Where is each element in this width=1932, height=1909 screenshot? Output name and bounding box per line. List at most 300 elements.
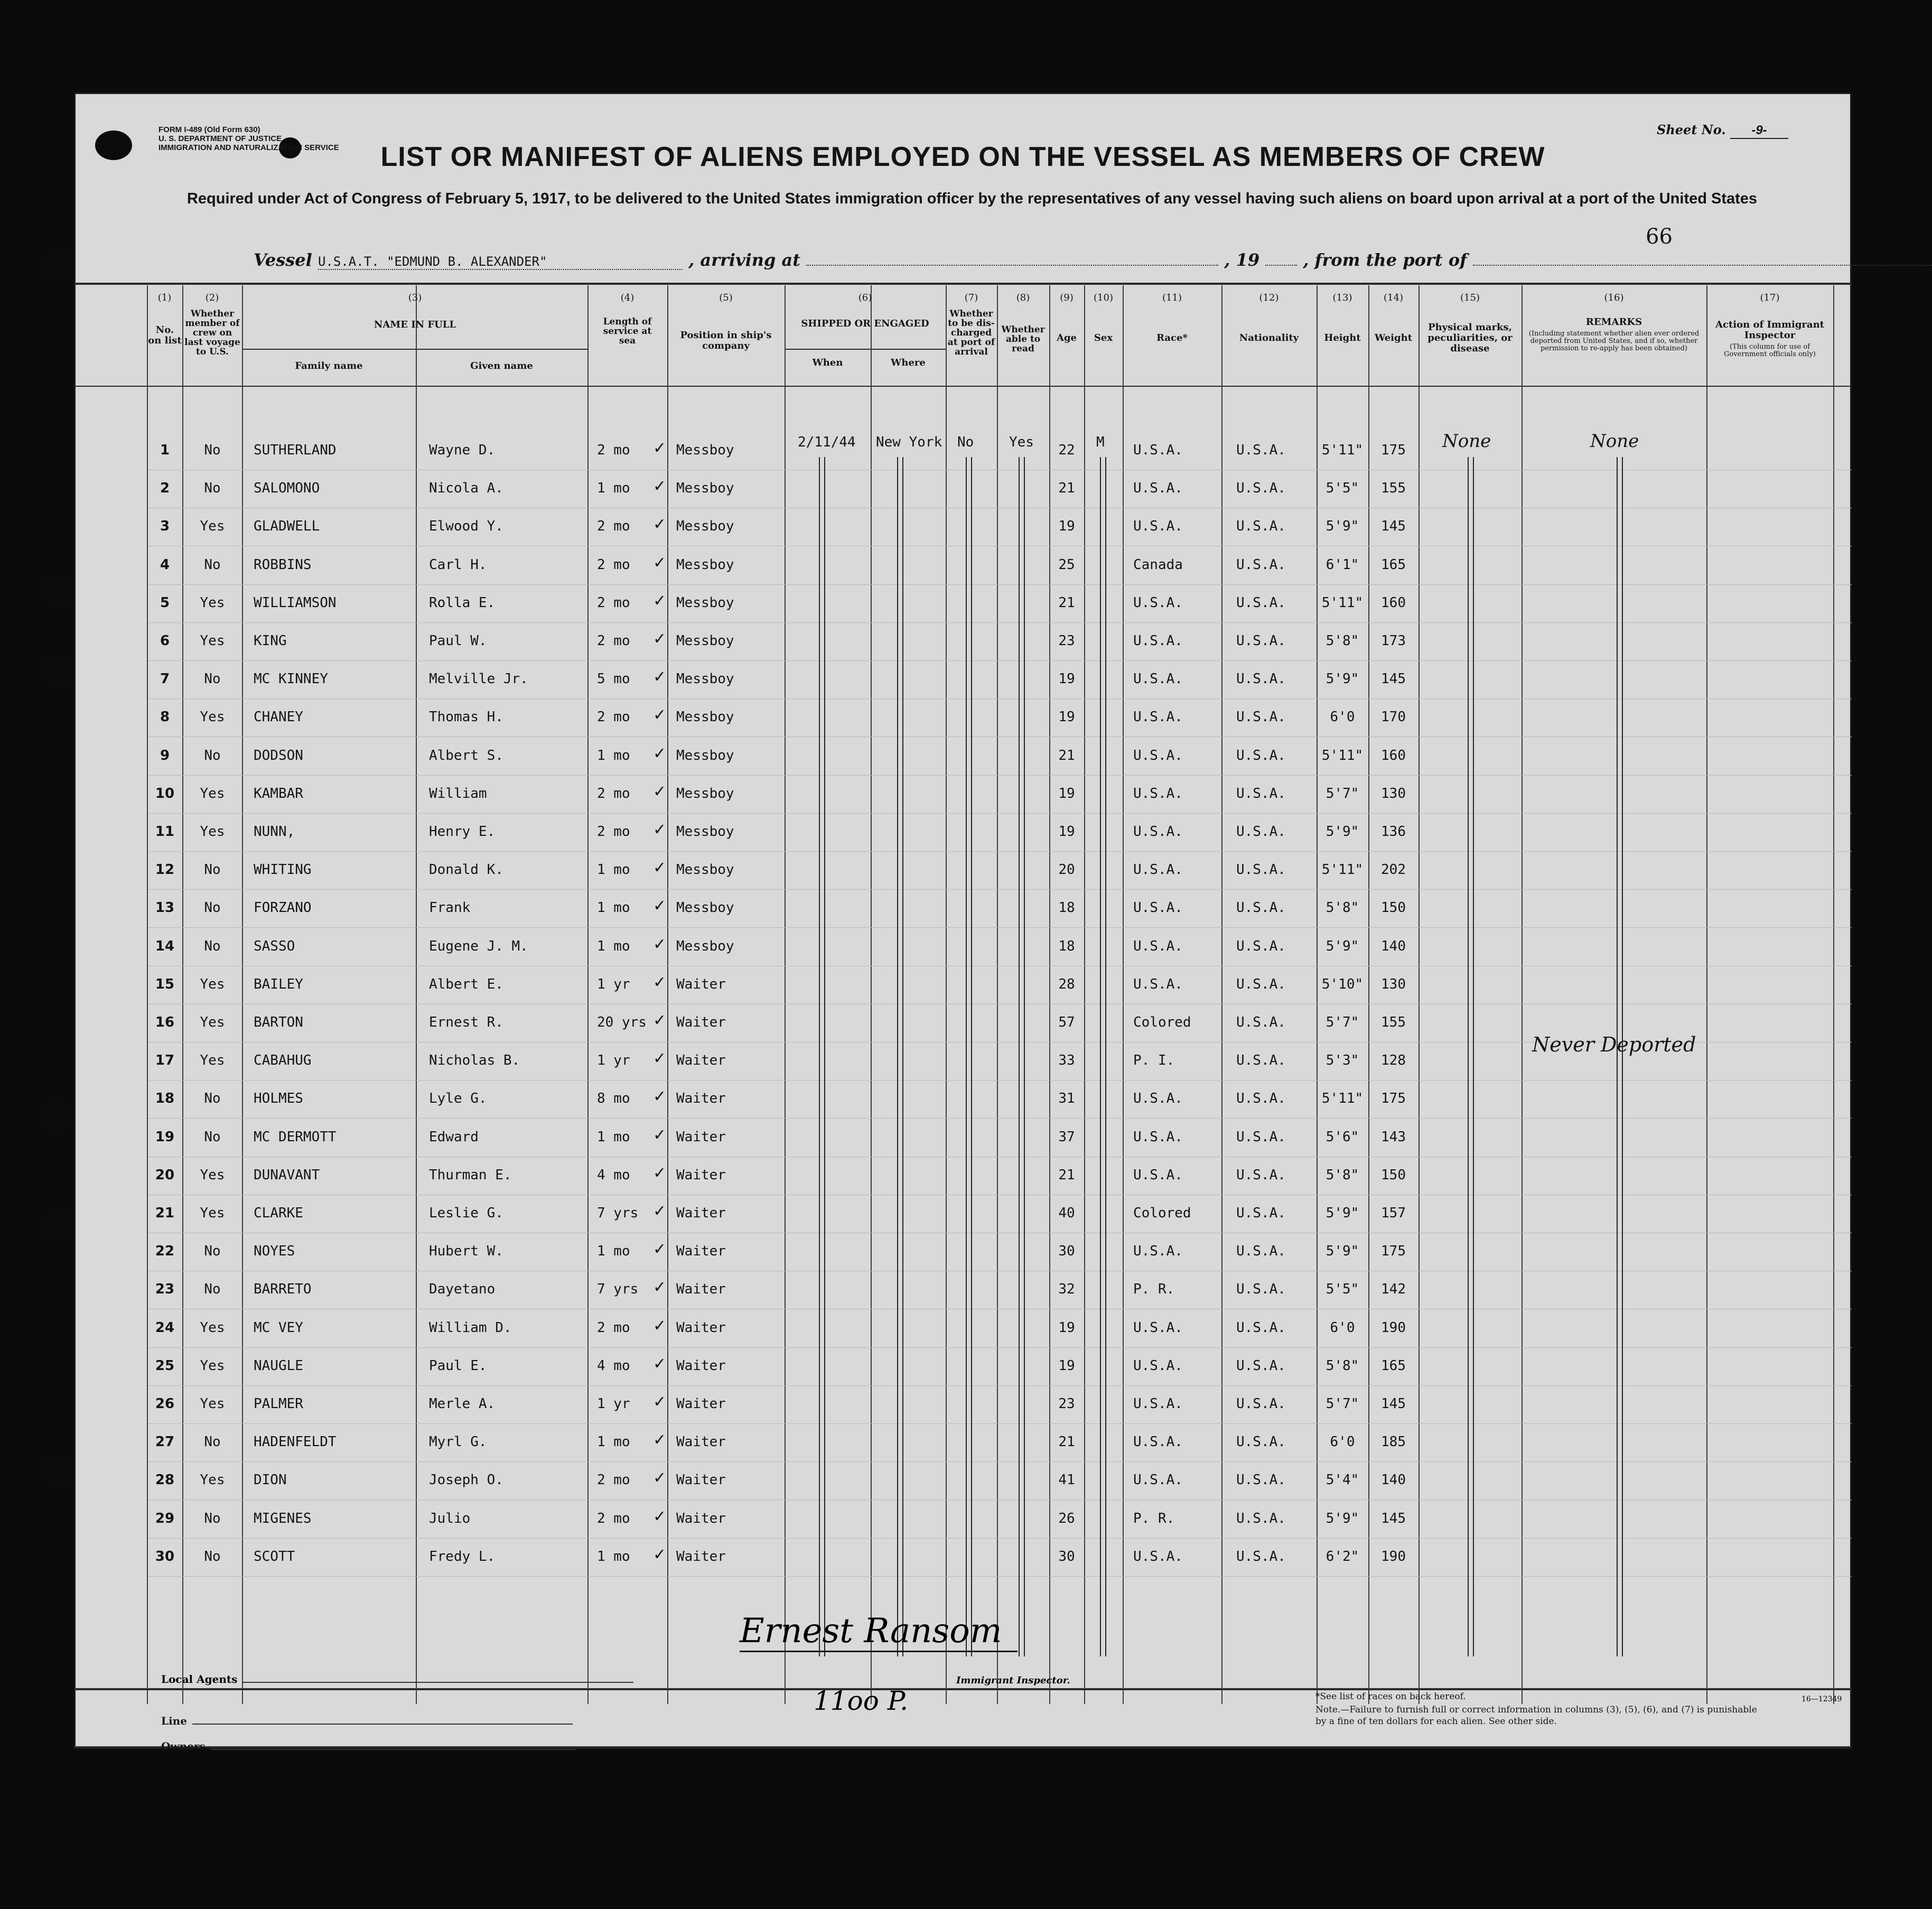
nationality-value: U.S.A. bbox=[1236, 633, 1286, 649]
nationality-value: U.S.A. bbox=[1236, 1434, 1286, 1450]
given-name: Nicola A. bbox=[429, 480, 503, 497]
service-length: 2 mo bbox=[597, 633, 630, 649]
header-position: Position in ship's company bbox=[680, 330, 772, 351]
header-height: Height bbox=[1324, 332, 1361, 343]
column-number: (17) bbox=[1760, 292, 1780, 303]
weight-value: 155 bbox=[1381, 1014, 1406, 1030]
last-voyage-value: Yes bbox=[200, 1053, 225, 1069]
family-name: KING bbox=[254, 633, 287, 649]
given-name: Paul E. bbox=[429, 1357, 487, 1374]
family-name: GLADWELL bbox=[254, 518, 320, 535]
race-value: U.S.A. bbox=[1133, 480, 1183, 497]
race-value: U.S.A. bbox=[1133, 1129, 1183, 1145]
service-length: 2 mo bbox=[597, 709, 630, 725]
row-number: 29 bbox=[155, 1510, 175, 1526]
age-value: 19 bbox=[1058, 785, 1075, 802]
service-length: 1 mo bbox=[597, 1548, 630, 1565]
race-value: U.S.A. bbox=[1133, 1472, 1183, 1488]
weight-value: 142 bbox=[1381, 1281, 1406, 1298]
family-name: DUNAVANT bbox=[254, 1167, 320, 1183]
header-given-name: Given name bbox=[470, 360, 533, 371]
header-where: Where bbox=[891, 357, 926, 368]
family-name: MC DERMOTT bbox=[254, 1129, 337, 1145]
family-name: MC VEY bbox=[254, 1319, 303, 1336]
nationality-value: U.S.A. bbox=[1236, 1167, 1286, 1183]
race-value: U.S.A. bbox=[1133, 976, 1183, 992]
binder-hole bbox=[44, 658, 71, 685]
given-name: Frank bbox=[429, 900, 471, 916]
penalty-note: Note.—Failure to furnish full or correct information in columns (3), (5), (6), and (7) is punishable by a fine of ten dollars for each alien. See other side. bbox=[1315, 1705, 1757, 1727]
checkmark-icon: ✓ bbox=[654, 1314, 665, 1336]
race-note: *See list of races on back hereof. bbox=[1315, 1691, 1466, 1702]
row-rule bbox=[148, 1347, 1852, 1348]
nationality-value: U.S.A. bbox=[1236, 747, 1286, 763]
age-value: 22 bbox=[1058, 442, 1075, 458]
height-value: 5'8" bbox=[1326, 900, 1359, 916]
position-value: Messboy bbox=[676, 785, 734, 802]
position-value: Waiter bbox=[676, 1357, 726, 1374]
last-voyage-value: No bbox=[204, 556, 221, 573]
column-number: (15) bbox=[1460, 292, 1480, 303]
discharged-value: No bbox=[957, 434, 974, 450]
service-length: 1 mo bbox=[597, 862, 630, 878]
service-length: 2 mo bbox=[597, 518, 630, 535]
vessel-name: U.S.A.T. "EDMUND B. ALEXANDER" bbox=[318, 254, 683, 270]
column-number: (9) bbox=[1060, 292, 1074, 303]
column-number: (16) bbox=[1604, 292, 1624, 303]
race-value: U.S.A. bbox=[1133, 938, 1183, 954]
row-number: 27 bbox=[155, 1434, 175, 1450]
age-value: 23 bbox=[1058, 633, 1075, 649]
height-value: 5'6" bbox=[1326, 1129, 1359, 1145]
position-value: Waiter bbox=[676, 1510, 726, 1526]
given-name: Melville Jr. bbox=[429, 671, 528, 687]
checkmark-icon: ✓ bbox=[654, 856, 665, 878]
column-number: (4) bbox=[620, 292, 634, 303]
header-weight: Weight bbox=[1374, 332, 1413, 343]
nationality-value: U.S.A. bbox=[1236, 1357, 1286, 1374]
race-value: P. R. bbox=[1133, 1281, 1175, 1298]
age-value: 28 bbox=[1058, 976, 1075, 992]
row-number: 24 bbox=[155, 1319, 175, 1336]
given-name: Lyle G. bbox=[429, 1091, 487, 1107]
weight-value: 157 bbox=[1381, 1205, 1406, 1221]
last-voyage-value: No bbox=[204, 1243, 221, 1260]
handwritten-remark: Never Deported bbox=[1532, 1033, 1696, 1056]
race-value: P. R. bbox=[1133, 1510, 1175, 1526]
position-value: Waiter bbox=[676, 1243, 726, 1260]
race-value: U.S.A. bbox=[1133, 633, 1183, 649]
weight-value: 175 bbox=[1381, 442, 1406, 458]
service-length: 2 mo bbox=[597, 1510, 630, 1526]
age-value: 21 bbox=[1058, 747, 1075, 763]
position-value: Messboy bbox=[676, 862, 734, 878]
last-voyage-value: Yes bbox=[200, 633, 225, 649]
family-name: FORZANO bbox=[254, 900, 312, 916]
height-value: 6'1" bbox=[1326, 556, 1359, 573]
height-value: 5'11" bbox=[1321, 442, 1364, 458]
position-value: Messboy bbox=[676, 518, 734, 535]
height-value: 5'9" bbox=[1326, 671, 1359, 687]
height-value: 5'8" bbox=[1326, 1357, 1359, 1374]
position-value: Messboy bbox=[676, 709, 734, 725]
last-voyage-value: Yes bbox=[200, 1319, 225, 1336]
last-voyage-value: No bbox=[204, 900, 221, 916]
age-value: 19 bbox=[1058, 671, 1075, 687]
checkmark-icon: ✓ bbox=[654, 551, 665, 573]
nationality-value: U.S.A. bbox=[1236, 1014, 1286, 1030]
height-value: 5'4" bbox=[1326, 1472, 1359, 1488]
height-value: 5'7" bbox=[1326, 1396, 1359, 1412]
shipped-subheader-rule bbox=[785, 349, 946, 350]
height-value: 6'0 bbox=[1330, 1434, 1355, 1450]
position-value: Waiter bbox=[676, 1319, 726, 1336]
position-value: Waiter bbox=[676, 1205, 726, 1221]
row-number: 1 bbox=[160, 442, 170, 458]
age-value: 20 bbox=[1058, 862, 1075, 878]
row-number: 18 bbox=[155, 1091, 175, 1107]
checkmark-icon: ✓ bbox=[654, 1238, 665, 1260]
nationality-value: U.S.A. bbox=[1236, 862, 1286, 878]
last-voyage-value: No bbox=[204, 747, 221, 763]
family-name: MIGENES bbox=[254, 1510, 312, 1526]
binder-hole bbox=[44, 1456, 71, 1483]
given-name: Thomas H. bbox=[429, 709, 503, 725]
height-value: 5'5" bbox=[1326, 1281, 1359, 1298]
age-value: 41 bbox=[1058, 1472, 1075, 1488]
position-value: Waiter bbox=[676, 1129, 726, 1145]
position-value: Messboy bbox=[676, 671, 734, 687]
age-value: 30 bbox=[1058, 1243, 1075, 1260]
row-rule bbox=[148, 1576, 1852, 1577]
position-value: Waiter bbox=[676, 1053, 726, 1069]
row-number: 23 bbox=[155, 1281, 175, 1298]
age-value: 19 bbox=[1058, 518, 1075, 535]
nationality-value: U.S.A. bbox=[1236, 594, 1286, 611]
weight-value: 143 bbox=[1381, 1129, 1406, 1145]
weight-value: 173 bbox=[1381, 633, 1406, 649]
position-value: Waiter bbox=[676, 1091, 726, 1107]
weight-value: 145 bbox=[1381, 1510, 1406, 1526]
race-value: Colored bbox=[1133, 1014, 1191, 1030]
age-value: 25 bbox=[1058, 556, 1075, 573]
checkmark-icon: ✓ bbox=[654, 513, 665, 535]
race-value: U.S.A. bbox=[1133, 1319, 1183, 1336]
checkmark-icon: ✓ bbox=[654, 742, 665, 763]
service-length: 7 yrs bbox=[597, 1281, 639, 1298]
row-rule bbox=[148, 1423, 1852, 1424]
row-rule bbox=[148, 889, 1852, 890]
family-name: SUTHERLAND bbox=[254, 442, 337, 458]
row-rule bbox=[148, 1385, 1852, 1386]
table-top-rule bbox=[74, 283, 1852, 285]
height-value: 6'2" bbox=[1326, 1548, 1359, 1565]
service-length: 8 mo bbox=[597, 1091, 630, 1107]
physical-marks-value: None bbox=[1442, 431, 1491, 452]
service-length: 2 mo bbox=[597, 556, 630, 573]
weight-value: 202 bbox=[1381, 862, 1406, 878]
header-inspector-note: (This column for use of Government officials only) bbox=[1724, 343, 1816, 358]
race-value: U.S.A. bbox=[1133, 1396, 1183, 1412]
service-length: 20 yrs bbox=[597, 1014, 647, 1030]
checkmark-icon: ✓ bbox=[654, 589, 665, 611]
family-name: BARRETO bbox=[254, 1281, 312, 1298]
row-number: 6 bbox=[160, 633, 170, 649]
family-name: SCOTT bbox=[254, 1548, 295, 1565]
given-name: William bbox=[429, 785, 487, 802]
position-value: Messboy bbox=[676, 442, 734, 458]
service-length: 4 mo bbox=[597, 1357, 630, 1374]
given-name: Elwood Y. bbox=[429, 518, 503, 535]
row-number: 15 bbox=[155, 976, 175, 992]
weight-value: 170 bbox=[1381, 709, 1406, 725]
race-value: U.S.A. bbox=[1133, 785, 1183, 802]
height-value: 5'9" bbox=[1326, 1205, 1359, 1221]
last-voyage-value: Yes bbox=[200, 1396, 225, 1412]
service-length: 1 mo bbox=[597, 1434, 630, 1450]
checkmark-icon: ✓ bbox=[654, 1467, 665, 1488]
position-value: Waiter bbox=[676, 1281, 726, 1298]
row-number: 14 bbox=[155, 938, 175, 954]
nationality-value: U.S.A. bbox=[1236, 709, 1286, 725]
local-agents-label: Local Agents bbox=[161, 1673, 633, 1685]
family-name: PALMER bbox=[254, 1396, 303, 1412]
nationality-value: U.S.A. bbox=[1236, 518, 1286, 535]
row-rule bbox=[148, 851, 1852, 852]
vessel-line: Vessel U.S.A.T. "EDMUND B. ALEXANDER" , arriving at , 19 , from the port of bbox=[254, 250, 1932, 270]
row-rule bbox=[148, 1538, 1852, 1539]
age-value: 19 bbox=[1058, 1357, 1075, 1374]
weight-value: 145 bbox=[1381, 671, 1406, 687]
service-length: 1 mo bbox=[597, 747, 630, 763]
family-name: CABAHUG bbox=[254, 1053, 312, 1069]
race-value: U.S.A. bbox=[1133, 862, 1183, 878]
column-number: (12) bbox=[1259, 292, 1279, 303]
header-discharged: Whether to be dis-charged at port of arrival bbox=[947, 309, 995, 357]
height-value: 5'9" bbox=[1326, 824, 1359, 840]
family-name: KAMBAR bbox=[254, 785, 303, 802]
race-value: U.S.A. bbox=[1133, 824, 1183, 840]
row-number: 21 bbox=[155, 1205, 175, 1221]
service-length: 1 mo bbox=[597, 1129, 630, 1145]
height-value: 5'11" bbox=[1321, 1091, 1364, 1107]
header-when: When bbox=[812, 357, 843, 368]
weight-value: 160 bbox=[1381, 747, 1406, 763]
weight-value: 165 bbox=[1381, 556, 1406, 573]
shipped-where: New York bbox=[876, 434, 942, 450]
position-value: Messboy bbox=[676, 556, 734, 573]
race-value: U.S.A. bbox=[1133, 1091, 1183, 1107]
weight-value: 140 bbox=[1381, 938, 1406, 954]
weight-value: 136 bbox=[1381, 824, 1406, 840]
age-value: 33 bbox=[1058, 1053, 1075, 1069]
race-value: U.S.A. bbox=[1133, 1243, 1183, 1260]
row-rule bbox=[148, 927, 1852, 928]
row-rule bbox=[148, 584, 1852, 585]
last-voyage-value: No bbox=[204, 1281, 221, 1298]
age-value: 30 bbox=[1058, 1548, 1075, 1565]
service-length: 2 mo bbox=[597, 1472, 630, 1488]
table-bottom-rule bbox=[74, 1688, 1852, 1690]
given-name: Wayne D. bbox=[429, 442, 496, 458]
checkmark-icon: ✓ bbox=[654, 704, 665, 725]
height-value: 5'8" bbox=[1326, 1167, 1359, 1183]
row-number: 4 bbox=[160, 556, 170, 573]
manifest-sheet bbox=[74, 92, 1852, 1753]
race-value: U.S.A. bbox=[1133, 671, 1183, 687]
checkmark-icon: ✓ bbox=[654, 1047, 665, 1069]
height-value: 5'9" bbox=[1326, 1243, 1359, 1260]
read-value: Yes bbox=[1009, 434, 1034, 450]
column-number: (14) bbox=[1384, 292, 1403, 303]
last-voyage-value: Yes bbox=[200, 1357, 225, 1374]
race-value: U.S.A. bbox=[1133, 709, 1183, 725]
given-name: Dayetano bbox=[429, 1281, 496, 1298]
height-value: 5'3" bbox=[1326, 1053, 1359, 1069]
service-length: 4 mo bbox=[597, 1167, 630, 1183]
weight-value: 150 bbox=[1381, 1167, 1406, 1183]
height-value: 5'11" bbox=[1321, 747, 1364, 763]
row-rule bbox=[148, 622, 1852, 623]
race-value: U.S.A. bbox=[1133, 1434, 1183, 1450]
row-rule bbox=[148, 1080, 1852, 1081]
checkmark-icon: ✓ bbox=[654, 1200, 665, 1221]
family-name: CHANEY bbox=[254, 709, 303, 725]
row-rule bbox=[148, 660, 1852, 661]
last-voyage-value: Yes bbox=[200, 1472, 225, 1488]
weight-value: 155 bbox=[1381, 480, 1406, 497]
weight-value: 165 bbox=[1381, 1357, 1406, 1374]
page-number: 66 bbox=[1646, 225, 1673, 249]
family-name: WHITING bbox=[254, 862, 312, 878]
age-value: 23 bbox=[1058, 1396, 1075, 1412]
last-voyage-value: Yes bbox=[200, 518, 225, 535]
service-length: 1 mo bbox=[597, 1243, 630, 1260]
age-value: 32 bbox=[1058, 1281, 1075, 1298]
height-value: 6'0 bbox=[1330, 1319, 1355, 1336]
service-length: 2 mo bbox=[597, 785, 630, 802]
given-name: Ernest R. bbox=[429, 1014, 503, 1030]
last-voyage-value: No bbox=[204, 938, 221, 954]
column-number: (11) bbox=[1162, 292, 1182, 303]
checkmark-icon: ✓ bbox=[654, 437, 665, 458]
position-value: Messboy bbox=[676, 900, 734, 916]
position-value: Messboy bbox=[676, 594, 734, 611]
checkmark-icon: ✓ bbox=[654, 666, 665, 687]
nationality-value: U.S.A. bbox=[1236, 556, 1286, 573]
service-length: 1 mo bbox=[597, 480, 630, 497]
nationality-value: U.S.A. bbox=[1236, 824, 1286, 840]
last-voyage-value: No bbox=[204, 1548, 221, 1565]
last-voyage-value: No bbox=[204, 671, 221, 687]
nationality-value: U.S.A. bbox=[1236, 1281, 1286, 1298]
position-value: Waiter bbox=[676, 1396, 726, 1412]
last-voyage-value: No bbox=[204, 1129, 221, 1145]
checkmark-icon: ✓ bbox=[654, 628, 665, 649]
given-name: Paul W. bbox=[429, 633, 487, 649]
last-voyage-value: Yes bbox=[200, 785, 225, 802]
race-value: Colored bbox=[1133, 1205, 1191, 1221]
row-number: 30 bbox=[155, 1548, 175, 1565]
position-value: Waiter bbox=[676, 1434, 726, 1450]
family-name: SASSO bbox=[254, 938, 295, 954]
family-name: CLARKE bbox=[254, 1205, 303, 1221]
form-identifier: FORM I-489 (Old Form 630) U. S. DEPARTMENT OF JUSTICE IMMIGRATION AND NATURALIZATION SERVICE bbox=[158, 125, 339, 152]
header-bottom-rule bbox=[74, 386, 1852, 387]
nationality-value: U.S.A. bbox=[1236, 671, 1286, 687]
nationality-value: U.S.A. bbox=[1236, 1319, 1286, 1336]
weight-value: 145 bbox=[1381, 1396, 1406, 1412]
row-number: 17 bbox=[155, 1053, 175, 1069]
family-name: BAILEY bbox=[254, 976, 303, 992]
height-value: 5'7" bbox=[1326, 785, 1359, 802]
weight-value: 175 bbox=[1381, 1243, 1406, 1260]
age-value: 21 bbox=[1058, 480, 1075, 497]
header-name-in-full: NAME IN FULL bbox=[374, 319, 456, 330]
column-number: (2) bbox=[205, 292, 219, 303]
last-voyage-value: Yes bbox=[200, 709, 225, 725]
given-name: Myrl G. bbox=[429, 1434, 487, 1450]
family-name: HOLMES bbox=[254, 1091, 303, 1107]
service-length: 1 yr bbox=[597, 976, 630, 992]
owners-field: Owners bbox=[161, 1740, 575, 1753]
given-name: Albert S. bbox=[429, 747, 503, 763]
height-value: 5'9" bbox=[1326, 518, 1359, 535]
height-value: 5'9" bbox=[1326, 1510, 1359, 1526]
weight-value: 145 bbox=[1381, 518, 1406, 535]
header-length-of-service: Length of service at sea bbox=[603, 316, 652, 346]
age-value: 19 bbox=[1058, 709, 1075, 725]
row-number: 5 bbox=[160, 594, 170, 611]
nationality-value: U.S.A. bbox=[1236, 442, 1286, 458]
row-number: 20 bbox=[155, 1167, 175, 1183]
last-voyage-value: No bbox=[204, 1510, 221, 1526]
checkmark-icon: ✓ bbox=[654, 1085, 665, 1107]
row-rule bbox=[148, 775, 1852, 776]
nationality-value: U.S.A. bbox=[1236, 1091, 1286, 1107]
last-voyage-value: No bbox=[204, 442, 221, 458]
nationality-value: U.S.A. bbox=[1236, 1129, 1286, 1145]
service-length: 1 mo bbox=[597, 900, 630, 916]
weight-value: 130 bbox=[1381, 976, 1406, 992]
race-value: U.S.A. bbox=[1133, 1548, 1183, 1565]
nationality-value: U.S.A. bbox=[1236, 1396, 1286, 1412]
row-number: 12 bbox=[155, 862, 175, 878]
header-shipped-engaged: SHIPPED OR ENGAGED bbox=[801, 318, 929, 329]
last-voyage-value: Yes bbox=[200, 1205, 225, 1221]
weight-value: 175 bbox=[1381, 1091, 1406, 1107]
height-value: 5'7" bbox=[1326, 1014, 1359, 1030]
weight-value: 160 bbox=[1381, 594, 1406, 611]
signature-note: 11oo P. bbox=[814, 1685, 909, 1716]
nationality-value: U.S.A. bbox=[1236, 1243, 1286, 1260]
inspector-signature: Ernest Ransom bbox=[740, 1612, 1018, 1652]
age-value: 57 bbox=[1058, 1014, 1075, 1030]
checkmark-icon: ✓ bbox=[654, 1161, 665, 1183]
header-sex: Sex bbox=[1094, 332, 1113, 343]
position-value: Waiter bbox=[676, 1472, 726, 1488]
row-number: 11 bbox=[155, 824, 175, 840]
position-value: Messboy bbox=[676, 480, 734, 497]
given-name: Eugene J. M. bbox=[429, 938, 528, 954]
service-length: 7 yrs bbox=[597, 1205, 639, 1221]
header-able-to-read: Whether able to read bbox=[1001, 324, 1045, 354]
checkmark-icon: ✓ bbox=[654, 895, 665, 916]
race-value: U.S.A. bbox=[1133, 594, 1183, 611]
given-name: Merle A. bbox=[429, 1396, 496, 1412]
row-number: 7 bbox=[160, 671, 170, 687]
given-name: Leslie G. bbox=[429, 1205, 503, 1221]
